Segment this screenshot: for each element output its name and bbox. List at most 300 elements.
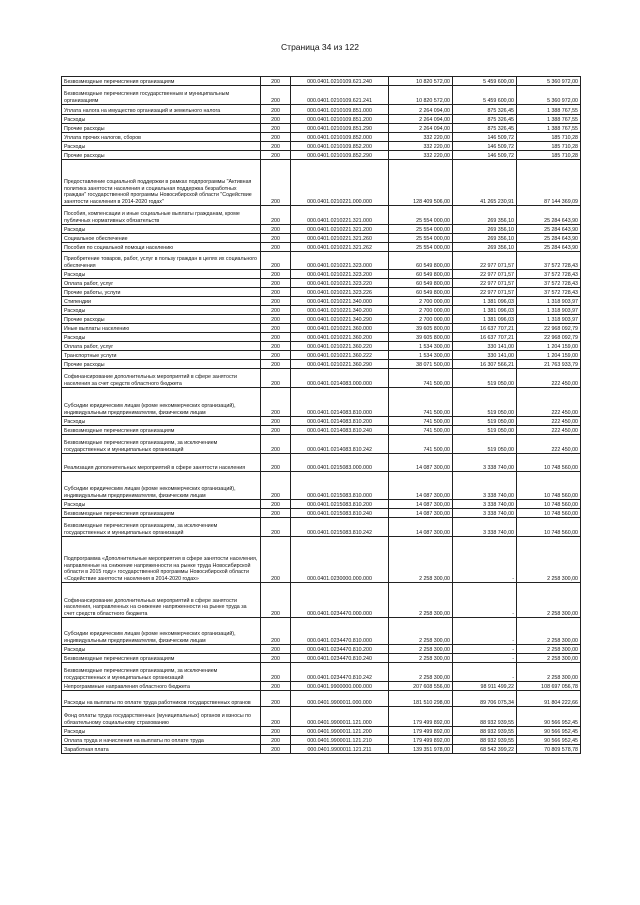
row-ved-code: 200 — [261, 105, 291, 115]
table-row — [62, 369, 581, 388]
row-assigned-amount: 1 534 300,00 — [389, 342, 453, 351]
row-executed-amount: 519 050,00 — [453, 426, 517, 435]
row-remaining-amount: 90 566 952,45 — [517, 736, 581, 745]
row-executed-amount: 3 338 740,00 — [453, 500, 517, 509]
row-executed-amount: 22 977 071,57 — [453, 252, 517, 270]
row-assigned-amount: 332 220,00 — [389, 142, 453, 151]
row-assigned-amount: 2 264 094,00 — [389, 105, 453, 115]
table-row — [62, 234, 581, 243]
row-remaining-amount: 222 450,00 — [517, 369, 581, 388]
row-executed-amount: 519 050,00 — [453, 435, 517, 454]
row-assigned-amount: 139 351 978,00 — [389, 745, 453, 754]
row-remaining-amount: 10 748 560,00 — [517, 472, 581, 500]
row-executed-amount: 1 381 096,03 — [453, 306, 517, 315]
row-remaining-amount: 2 258 300,00 — [517, 654, 581, 663]
row-name: Фонд оплаты труда государственных (муниципальных) органов и взносы по обязательному социальному страхованию — [62, 707, 261, 727]
row-classification-code: 000.0401.0215083.810.000 — [291, 472, 389, 500]
row-name: Непрограммные направления областного бюджета — [62, 682, 261, 691]
row-assigned-amount: 38 071 500,00 — [389, 360, 453, 369]
row-classification-code: 000.0401.0210109.852.290 — [291, 151, 389, 160]
row-ved-code: 200 — [261, 454, 291, 472]
table-row — [62, 86, 581, 105]
row-classification-code: 000.0401.9900011.000.000 — [291, 691, 389, 707]
row-name: Субсидии юридическим лицам (кроме некоммерческих организаций), индивидуальным предпринимателям, физическим лицам — [62, 618, 261, 645]
row-ved-code: 200 — [261, 234, 291, 243]
table-row — [62, 315, 581, 324]
table-row — [62, 270, 581, 279]
row-name: Безвозмездные перечисления организациям, за исключением государственных и муниципальных организаций — [62, 663, 261, 682]
row-remaining-amount: 90 566 952,45 — [517, 727, 581, 736]
row-remaining-amount: 91 804 222,66 — [517, 691, 581, 707]
row-remaining-amount: 2 258 300,00 — [517, 583, 581, 618]
row-ved-code: 200 — [261, 417, 291, 426]
row-remaining-amount: 222 450,00 — [517, 388, 581, 417]
row-executed-amount: 3 338 740,00 — [453, 454, 517, 472]
row-ved-code: 200 — [261, 86, 291, 105]
row-name: Пособия по социальной помощи населению — [62, 243, 261, 252]
table-row — [62, 351, 581, 360]
row-ved-code: 200 — [261, 270, 291, 279]
row-executed-amount: 146 509,72 — [453, 151, 517, 160]
row-executed-amount: 98 911 499,22 — [453, 682, 517, 691]
row-executed-amount: - — [453, 645, 517, 654]
row-remaining-amount: 37 572 728,43 — [517, 252, 581, 270]
row-remaining-amount: 21 763 933,79 — [517, 360, 581, 369]
row-executed-amount: 330 141,00 — [453, 342, 517, 351]
table-row — [62, 583, 581, 618]
row-name: Расходы — [62, 115, 261, 124]
row-name: Транспортные услуги — [62, 351, 261, 360]
row-classification-code: 000.0401.0210221.321.262 — [291, 243, 389, 252]
table-row — [62, 324, 581, 333]
row-assigned-amount: 14 087 300,00 — [389, 472, 453, 500]
row-assigned-amount: 207 608 556,00 — [389, 682, 453, 691]
row-ved-code: 200 — [261, 124, 291, 133]
table-row — [62, 663, 581, 682]
row-remaining-amount: 1 318 903,97 — [517, 297, 581, 306]
row-ved-code: 200 — [261, 115, 291, 124]
table-row — [62, 707, 581, 727]
row-name: Расходы — [62, 333, 261, 342]
row-ved-code: 200 — [261, 707, 291, 727]
table-row — [62, 142, 581, 151]
row-assigned-amount: 2 258 300,00 — [389, 537, 453, 583]
table-row — [62, 115, 581, 124]
row-assigned-amount: 179 499 892,00 — [389, 727, 453, 736]
row-ved-code: 200 — [261, 618, 291, 645]
row-remaining-amount: 37 572 728,43 — [517, 288, 581, 297]
row-classification-code: 000.0401.0210221.340.000 — [291, 297, 389, 306]
row-name: Безвозмездные перечисления организациям, за исключением государственных и муниципальных организаций — [62, 518, 261, 537]
row-classification-code: 000.0401.9900000.000.000 — [291, 682, 389, 691]
row-classification-code: 000.0401.0210221.321.260 — [291, 234, 389, 243]
row-name: Стипендии — [62, 297, 261, 306]
row-name: Пособия, компенсации и иные социальные выплаты гражданам, кроме публичных нормативных обязательств — [62, 206, 261, 225]
row-executed-amount: 41 265 230,91 — [453, 160, 517, 206]
row-executed-amount: - — [453, 654, 517, 663]
row-remaining-amount: 37 572 728,43 — [517, 270, 581, 279]
row-classification-code: 000.0401.0234470.810.200 — [291, 645, 389, 654]
row-ved-code: 200 — [261, 297, 291, 306]
row-assigned-amount: 179 499 892,00 — [389, 736, 453, 745]
table-row — [62, 454, 581, 472]
row-ved-code: 200 — [261, 342, 291, 351]
budget-table — [61, 76, 581, 754]
row-name: Безвозмездные перечисления организациям — [62, 509, 261, 518]
row-ved-code: 200 — [261, 243, 291, 252]
row-assigned-amount: 741 500,00 — [389, 426, 453, 435]
table-row — [62, 736, 581, 745]
table-row — [62, 537, 581, 583]
row-classification-code: 000.0401.0234470.000.000 — [291, 583, 389, 618]
table-row — [62, 360, 581, 369]
row-ved-code: 200 — [261, 426, 291, 435]
row-classification-code: 000.0401.0210221.321.000 — [291, 206, 389, 225]
row-executed-amount: - — [453, 583, 517, 618]
row-executed-amount: 22 977 071,57 — [453, 288, 517, 297]
row-assigned-amount: 179 499 892,00 — [389, 707, 453, 727]
row-ved-code: 200 — [261, 369, 291, 388]
row-ved-code: 200 — [261, 324, 291, 333]
table-row — [62, 500, 581, 509]
row-executed-amount: 1 381 096,03 — [453, 297, 517, 306]
row-classification-code: 000.0401.0215083.810.200 — [291, 500, 389, 509]
row-ved-code: 200 — [261, 360, 291, 369]
row-executed-amount: 22 977 071,57 — [453, 270, 517, 279]
row-executed-amount: - — [453, 663, 517, 682]
row-executed-amount: 68 542 399,22 — [453, 745, 517, 754]
row-executed-amount: 22 977 071,57 — [453, 279, 517, 288]
row-remaining-amount: 25 284 643,90 — [517, 243, 581, 252]
row-ved-code: 200 — [261, 727, 291, 736]
row-assigned-amount: 60 549 800,00 — [389, 279, 453, 288]
row-ved-code: 200 — [261, 142, 291, 151]
table-row — [62, 435, 581, 454]
row-remaining-amount: 108 697 056,78 — [517, 682, 581, 691]
row-classification-code: 000.0401.0210221.360.200 — [291, 333, 389, 342]
row-assigned-amount: 14 087 300,00 — [389, 518, 453, 537]
row-classification-code: 000.0401.0210109.851.000 — [291, 105, 389, 115]
row-name: Прочие расходы — [62, 360, 261, 369]
row-executed-amount: 269 356,10 — [453, 206, 517, 225]
table-row — [62, 206, 581, 225]
row-assigned-amount: 128 409 506,00 — [389, 160, 453, 206]
row-classification-code: 000.0401.0230000.000.000 — [291, 537, 389, 583]
row-name: Безвозмездные перечисления организациям — [62, 654, 261, 663]
row-remaining-amount: 10 748 560,00 — [517, 518, 581, 537]
table-row — [62, 426, 581, 435]
row-executed-amount: 88 932 939,55 — [453, 736, 517, 745]
row-executed-amount: 875 326,45 — [453, 124, 517, 133]
row-classification-code: 000.0401.0214083.810.000 — [291, 388, 389, 417]
row-assigned-amount: 60 549 800,00 — [389, 288, 453, 297]
row-assigned-amount: 332 220,00 — [389, 151, 453, 160]
row-ved-code: 200 — [261, 351, 291, 360]
row-executed-amount: - — [453, 618, 517, 645]
row-assigned-amount: 741 500,00 — [389, 435, 453, 454]
row-assigned-amount: 2 258 300,00 — [389, 645, 453, 654]
row-remaining-amount: 25 284 643,90 — [517, 234, 581, 243]
row-classification-code: 000.0401.0234470.810.242 — [291, 663, 389, 682]
table-row — [62, 306, 581, 315]
row-classification-code: 000.0401.0234470.810.000 — [291, 618, 389, 645]
row-executed-amount: 3 338 740,00 — [453, 472, 517, 500]
row-remaining-amount: 22 968 092,79 — [517, 333, 581, 342]
table-row — [62, 691, 581, 707]
row-name: Иные выплаты населению — [62, 324, 261, 333]
row-ved-code: 200 — [261, 682, 291, 691]
row-name: Прочие расходы — [62, 315, 261, 324]
row-classification-code: 000.0401.0210221.360.290 — [291, 360, 389, 369]
table-row — [62, 518, 581, 537]
row-ved-code: 200 — [261, 583, 291, 618]
row-classification-code: 000.0401.0214083.810.242 — [291, 435, 389, 454]
row-ved-code: 200 — [261, 333, 291, 342]
row-assigned-amount: 14 087 300,00 — [389, 454, 453, 472]
row-ved-code: 200 — [261, 645, 291, 654]
row-classification-code: 000.0401.0210109.621.241 — [291, 86, 389, 105]
row-classification-code: 000.0401.0210221.323.200 — [291, 270, 389, 279]
table-row — [62, 151, 581, 160]
row-ved-code: 200 — [261, 736, 291, 745]
row-assigned-amount: 2 700 000,00 — [389, 297, 453, 306]
row-executed-amount: 519 050,00 — [453, 417, 517, 426]
row-remaining-amount: 1 204 159,00 — [517, 351, 581, 360]
row-remaining-amount: 185 710,28 — [517, 142, 581, 151]
row-classification-code: 000.0401.0210109.851.290 — [291, 124, 389, 133]
row-classification-code: 000.0401.0210221.340.290 — [291, 315, 389, 324]
row-classification-code: 000.0401.0210221.340.200 — [291, 306, 389, 315]
table-row — [62, 297, 581, 306]
row-executed-amount: 269 356,10 — [453, 234, 517, 243]
table-row — [62, 243, 581, 252]
row-assigned-amount: 2 258 300,00 — [389, 618, 453, 645]
row-assigned-amount: 2 700 000,00 — [389, 315, 453, 324]
row-remaining-amount: 1 318 903,97 — [517, 315, 581, 324]
row-remaining-amount: 1 318 903,97 — [517, 306, 581, 315]
row-name: Расходы — [62, 306, 261, 315]
row-assigned-amount: 741 500,00 — [389, 369, 453, 388]
row-executed-amount: 88 932 939,55 — [453, 727, 517, 736]
row-name: Безвозмездные перечисления организациям — [62, 426, 261, 435]
row-name: Заработная плата — [62, 745, 261, 754]
row-remaining-amount: 87 144 369,09 — [517, 160, 581, 206]
row-executed-amount: 1 381 096,03 — [453, 315, 517, 324]
row-classification-code: 000.0401.0210109.851.200 — [291, 115, 389, 124]
row-remaining-amount: 1 388 767,55 — [517, 115, 581, 124]
page-number: Страница 34 из 122 — [281, 42, 359, 52]
row-assigned-amount: 1 534 300,00 — [389, 351, 453, 360]
table-row — [62, 288, 581, 297]
row-ved-code: 200 — [261, 160, 291, 206]
row-ved-code: 200 — [261, 472, 291, 500]
row-remaining-amount: 5 360 972,00 — [517, 86, 581, 105]
row-executed-amount: 875 326,45 — [453, 115, 517, 124]
row-assigned-amount: 25 554 000,00 — [389, 206, 453, 225]
row-assigned-amount: 10 820 572,00 — [389, 77, 453, 86]
row-assigned-amount: 60 549 800,00 — [389, 252, 453, 270]
row-ved-code: 200 — [261, 654, 291, 663]
row-executed-amount: 519 050,00 — [453, 388, 517, 417]
row-ved-code: 200 — [261, 77, 291, 86]
row-assigned-amount: 14 087 300,00 — [389, 509, 453, 518]
row-ved-code: 200 — [261, 435, 291, 454]
row-remaining-amount: 185 710,28 — [517, 151, 581, 160]
row-classification-code: 000.0401.0214083.000.000 — [291, 369, 389, 388]
row-remaining-amount: 37 572 728,43 — [517, 279, 581, 288]
row-assigned-amount: 25 554 000,00 — [389, 243, 453, 252]
table-row — [62, 133, 581, 142]
row-executed-amount: 146 509,72 — [453, 142, 517, 151]
row-ved-code: 200 — [261, 691, 291, 707]
table-row — [62, 654, 581, 663]
row-assigned-amount: 14 087 300,00 — [389, 500, 453, 509]
row-name: Расходы на выплаты по оплате труда работников государственных органов — [62, 691, 261, 707]
row-classification-code: 000.0401.0210109.852.200 — [291, 142, 389, 151]
row-ved-code: 200 — [261, 518, 291, 537]
row-ved-code: 200 — [261, 509, 291, 518]
row-executed-amount: 89 706 075,34 — [453, 691, 517, 707]
row-assigned-amount: 2 264 094,00 — [389, 115, 453, 124]
row-executed-amount: 88 932 939,55 — [453, 707, 517, 727]
row-remaining-amount: 70 809 578,78 — [517, 745, 581, 754]
row-ved-code: 200 — [261, 225, 291, 234]
row-ved-code: 200 — [261, 133, 291, 142]
row-executed-amount: 146 509,72 — [453, 133, 517, 142]
row-remaining-amount: 10 748 560,00 — [517, 500, 581, 509]
row-remaining-amount: 185 710,28 — [517, 133, 581, 142]
table-row — [62, 645, 581, 654]
row-name: Предоставление социальной поддержки в рамках подпрограммы "Активная политика занятости населения и социальная поддержка безработных граждан" государственной программы Новосибирской области "Содействие занятости населения в 2014-2020 годах" — [62, 160, 261, 206]
table-row — [62, 417, 581, 426]
row-assigned-amount: 2 258 300,00 — [389, 663, 453, 682]
row-executed-amount: 269 356,10 — [453, 243, 517, 252]
row-name: Расходы — [62, 142, 261, 151]
table-row — [62, 388, 581, 417]
row-name: Уплата прочих налогов, сборов — [62, 133, 261, 142]
row-classification-code: 000.0401.0210221.323.226 — [291, 288, 389, 297]
row-remaining-amount: 90 566 952,45 — [517, 707, 581, 727]
row-assigned-amount: 332 220,00 — [389, 133, 453, 142]
row-name: Оплата работ, услуг — [62, 279, 261, 288]
row-ved-code: 200 — [261, 663, 291, 682]
row-remaining-amount: 1 388 767,55 — [517, 124, 581, 133]
row-name: Подпрограмма «Дополнительные мероприятия в сфере занятости населения, направленные на снижение напряженности на рынке труда Новосибирской области в 2015 году» государственной программы Новосибирской области «Содействие занятости населения в 2014-2020 годах» — [62, 537, 261, 583]
table-row — [62, 333, 581, 342]
row-remaining-amount: 25 284 643,90 — [517, 206, 581, 225]
row-name: Расходы — [62, 270, 261, 279]
row-ved-code: 200 — [261, 537, 291, 583]
row-remaining-amount: 2 258 300,00 — [517, 537, 581, 583]
row-name: Расходы — [62, 500, 261, 509]
table-row — [62, 682, 581, 691]
row-remaining-amount: 222 450,00 — [517, 417, 581, 426]
row-ved-code: 200 — [261, 206, 291, 225]
row-assigned-amount: 2 258 300,00 — [389, 654, 453, 663]
row-assigned-amount: 25 554 000,00 — [389, 225, 453, 234]
row-classification-code: 000.0401.0234470.810.240 — [291, 654, 389, 663]
row-name: Субсидии юридическим лицам (кроме некоммерческих организаций), индивидуальным предпринимателям, физическим лицам — [62, 472, 261, 500]
row-name: Расходы — [62, 417, 261, 426]
row-remaining-amount: 222 450,00 — [517, 426, 581, 435]
row-ved-code: 200 — [261, 306, 291, 315]
table-row — [62, 77, 581, 86]
table-row — [62, 105, 581, 115]
row-ved-code: 200 — [261, 745, 291, 754]
row-classification-code: 000.0401.0210221.000.000 — [291, 160, 389, 206]
row-remaining-amount: 10 748 560,00 — [517, 454, 581, 472]
row-assigned-amount: 181 510 298,00 — [389, 691, 453, 707]
row-name: Безвозмездные перечисления государственным и муниципальным организациям — [62, 86, 261, 105]
row-remaining-amount: 22 968 092,79 — [517, 324, 581, 333]
row-remaining-amount: 1 204 159,00 — [517, 342, 581, 351]
row-executed-amount: 16 637 707,21 — [453, 324, 517, 333]
row-remaining-amount: 10 748 560,00 — [517, 509, 581, 518]
row-classification-code: 000.0401.0210109.621.240 — [291, 77, 389, 86]
row-classification-code: 000.0401.0215083.000.000 — [291, 454, 389, 472]
row-name: Расходы — [62, 727, 261, 736]
table-row — [62, 509, 581, 518]
row-name: Оплата работ, услуг — [62, 342, 261, 351]
table-row — [62, 745, 581, 754]
table-row — [62, 252, 581, 270]
row-assigned-amount: 2 264 094,00 — [389, 124, 453, 133]
row-classification-code: 000.0401.0210221.360.222 — [291, 351, 389, 360]
row-name: Безвозмездные перечисления организациям — [62, 77, 261, 86]
row-classification-code: 000.0401.0215083.810.240 — [291, 509, 389, 518]
table-row — [62, 279, 581, 288]
row-ved-code: 200 — [261, 288, 291, 297]
row-classification-code: 000.0401.9900011.121.200 — [291, 727, 389, 736]
row-executed-amount: 330 141,00 — [453, 351, 517, 360]
row-ved-code: 200 — [261, 279, 291, 288]
row-name: Прочие работы, услуги — [62, 288, 261, 297]
row-ved-code: 200 — [261, 388, 291, 417]
row-assigned-amount: 39 605 800,00 — [389, 324, 453, 333]
row-executed-amount: 3 338 740,00 — [453, 518, 517, 537]
table-row — [62, 225, 581, 234]
row-executed-amount: 875 326,45 — [453, 105, 517, 115]
row-classification-code: 000.0401.0214083.810.200 — [291, 417, 389, 426]
row-classification-code: 000.0401.0215083.810.242 — [291, 518, 389, 537]
row-classification-code: 000.0401.0210109.852.000 — [291, 133, 389, 142]
row-executed-amount: 519 050,00 — [453, 369, 517, 388]
row-classification-code: 000.0401.0214083.810.240 — [291, 426, 389, 435]
row-remaining-amount: 2 258 300,00 — [517, 645, 581, 654]
row-assigned-amount: 741 500,00 — [389, 417, 453, 426]
row-ved-code: 200 — [261, 151, 291, 160]
row-name: Реализация дополнительных мероприятий в сфере занятости населения — [62, 454, 261, 472]
table-row — [62, 342, 581, 351]
row-name: Уплата налога на имущество организаций и земельного налога — [62, 105, 261, 115]
row-executed-amount: 16 307 566,21 — [453, 360, 517, 369]
row-remaining-amount: 222 450,00 — [517, 435, 581, 454]
row-remaining-amount: 2 258 300,00 — [517, 663, 581, 682]
table-row — [62, 160, 581, 206]
row-classification-code: 000.0401.9900011.121.211 — [291, 745, 389, 754]
row-assigned-amount: 2 258 300,00 — [389, 583, 453, 618]
row-assigned-amount: 741 500,00 — [389, 388, 453, 417]
row-name: Безвозмездные перечисления организациям, за исключением государственных и муниципальных организаций — [62, 435, 261, 454]
row-name: Социальное обеспечение — [62, 234, 261, 243]
table-row — [62, 618, 581, 645]
row-name: Приобретение товаров, работ, услуг в пользу граждан в целях их социального обеспечения — [62, 252, 261, 270]
table-row — [62, 472, 581, 500]
row-executed-amount: - — [453, 537, 517, 583]
row-ved-code: 200 — [261, 500, 291, 509]
row-name: Прочие расходы — [62, 124, 261, 133]
row-assigned-amount: 10 820 572,00 — [389, 86, 453, 105]
